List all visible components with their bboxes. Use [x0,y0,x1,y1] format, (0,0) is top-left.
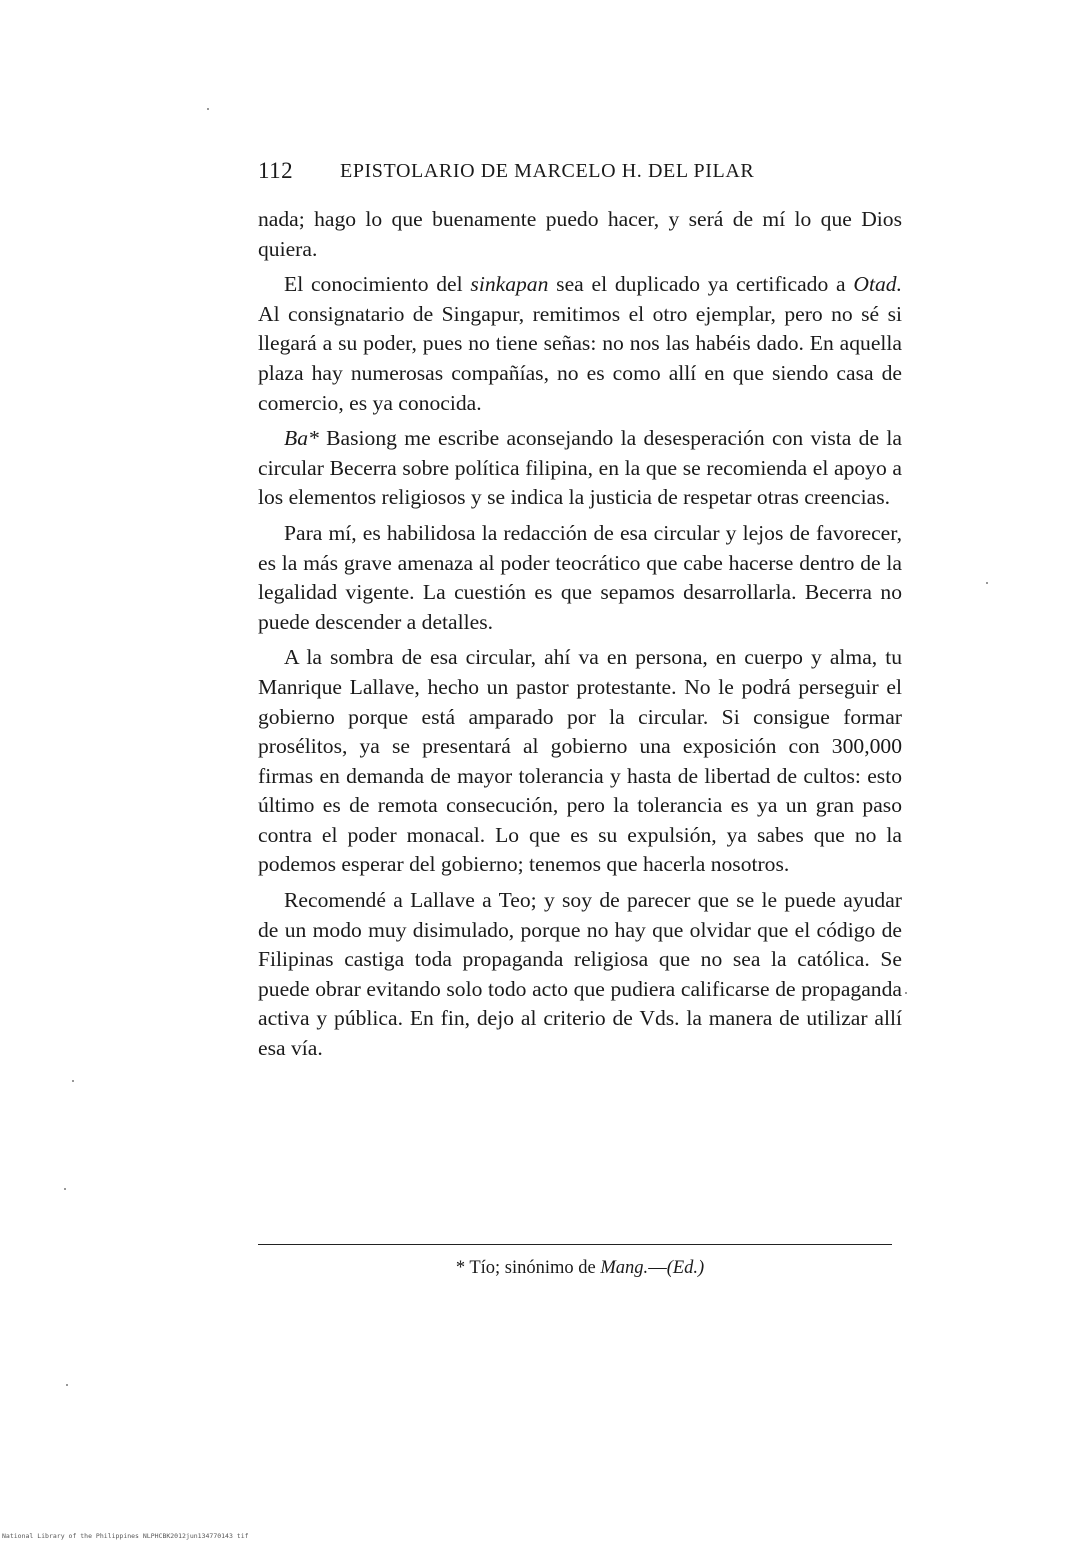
page-number: 112 [258,158,294,183]
scan-speck [986,582,988,584]
running-head [258,158,898,188]
footnote [258,1258,902,1279]
footnote-reference-ba: Ba* [284,426,319,451]
name-otad: Otad. [853,272,902,297]
paragraph-3-text: Basiong me escribe aconsejando la desesperación con vista de la circular Becerra sobre política filipina, en la que se recomienda el apoyo a los elementos religiosos y se indica la justicia de respetar otras creencias. [258,426,902,510]
paragraph-2-text-c: sea el duplicado ya certificado a [548,272,854,297]
running-title: EPISTOLARIO DE MARCELO H. DEL PILAR [340,160,755,182]
scan-speck [207,108,209,110]
footnote-text-a: * Tío; sinónimo de [455,1258,601,1278]
paragraph-2-text-a: El conocimiento del [284,272,471,297]
scan-speck [66,1384,68,1386]
footnote-term-mang: Mang. [600,1258,649,1278]
paragraph-4: Para mí, es habilidosa la redacción de esa circular y lejos de favorecer, es la más grave amenaza al poder teocrático que cabe hacerse dentro de la legalidad vigente. La cuestión es que sepamos desarrollarla. Becerra no puede descender a detalles. [258,520,902,634]
footnote-editor-mark: (Ed.) [666,1258,705,1278]
paragraph-2-text-e: Al consignatario de Singapur, remitimos el otro ejemplar, pero no sé si llegará a su poder, pues no tiene señas: no nos las habéis dado. En aquella plaza hay numerosas compañías, no es como allí en que siendo casa de comercio, es ya conocida. [258,301,902,415]
body-text [258,205,902,1070]
scan-credit: National Library of the Philippines NLPHCBK2012jun134770143 tif [2,1532,249,1540]
paragraph-1: nada; hago lo que buenamente puedo hacer, y será de mí lo que Dios quiera. [258,207,902,261]
footnote-divider [258,1244,892,1245]
term-sinkapan: sinkapan [470,272,549,297]
scan-speck [905,992,907,994]
paragraph-3 [258,424,902,513]
paragraph-5: A la sombra de esa circular, ahí va en persona, en cuerpo y alma, tu Manrique Lallave, hecho un pastor protestante. No le podrá perseguir el gobierno porque está amparado por la circular. Si consigue formar prosélitos, ya se presentará al gobierno una exposición con 300,000 firmas en demanda de mayor tolerancia y hasta de libertad de cultos: esto último es de remota consecución, pero la tolerancia es ya un gran paso contra el poder monacal. Lo que es su expulsión, ya sabes que no la podemos esperar del gobierno; tenemos que hacerla nosotros. [258,645,902,877]
paragraph-6: Recomendé a Lallave a Teo; y soy de parecer que se le puede ayudar de un modo muy disimulado, porque no hay que olvidar que el código de Filipinas castiga toda propaganda religiosa que no sea la católica. Se puede obrar evitando solo todo acto que pudiera calificarse de propaganda activa y pública. En fin, dejo al criterio de Vds. la manera de utilizar allí esa vía. [258,888,902,1061]
footnote-dash: — [648,1258,667,1278]
scan-speck [64,1188,66,1190]
scan-speck [72,1080,74,1082]
paragraph-2 [258,270,902,418]
